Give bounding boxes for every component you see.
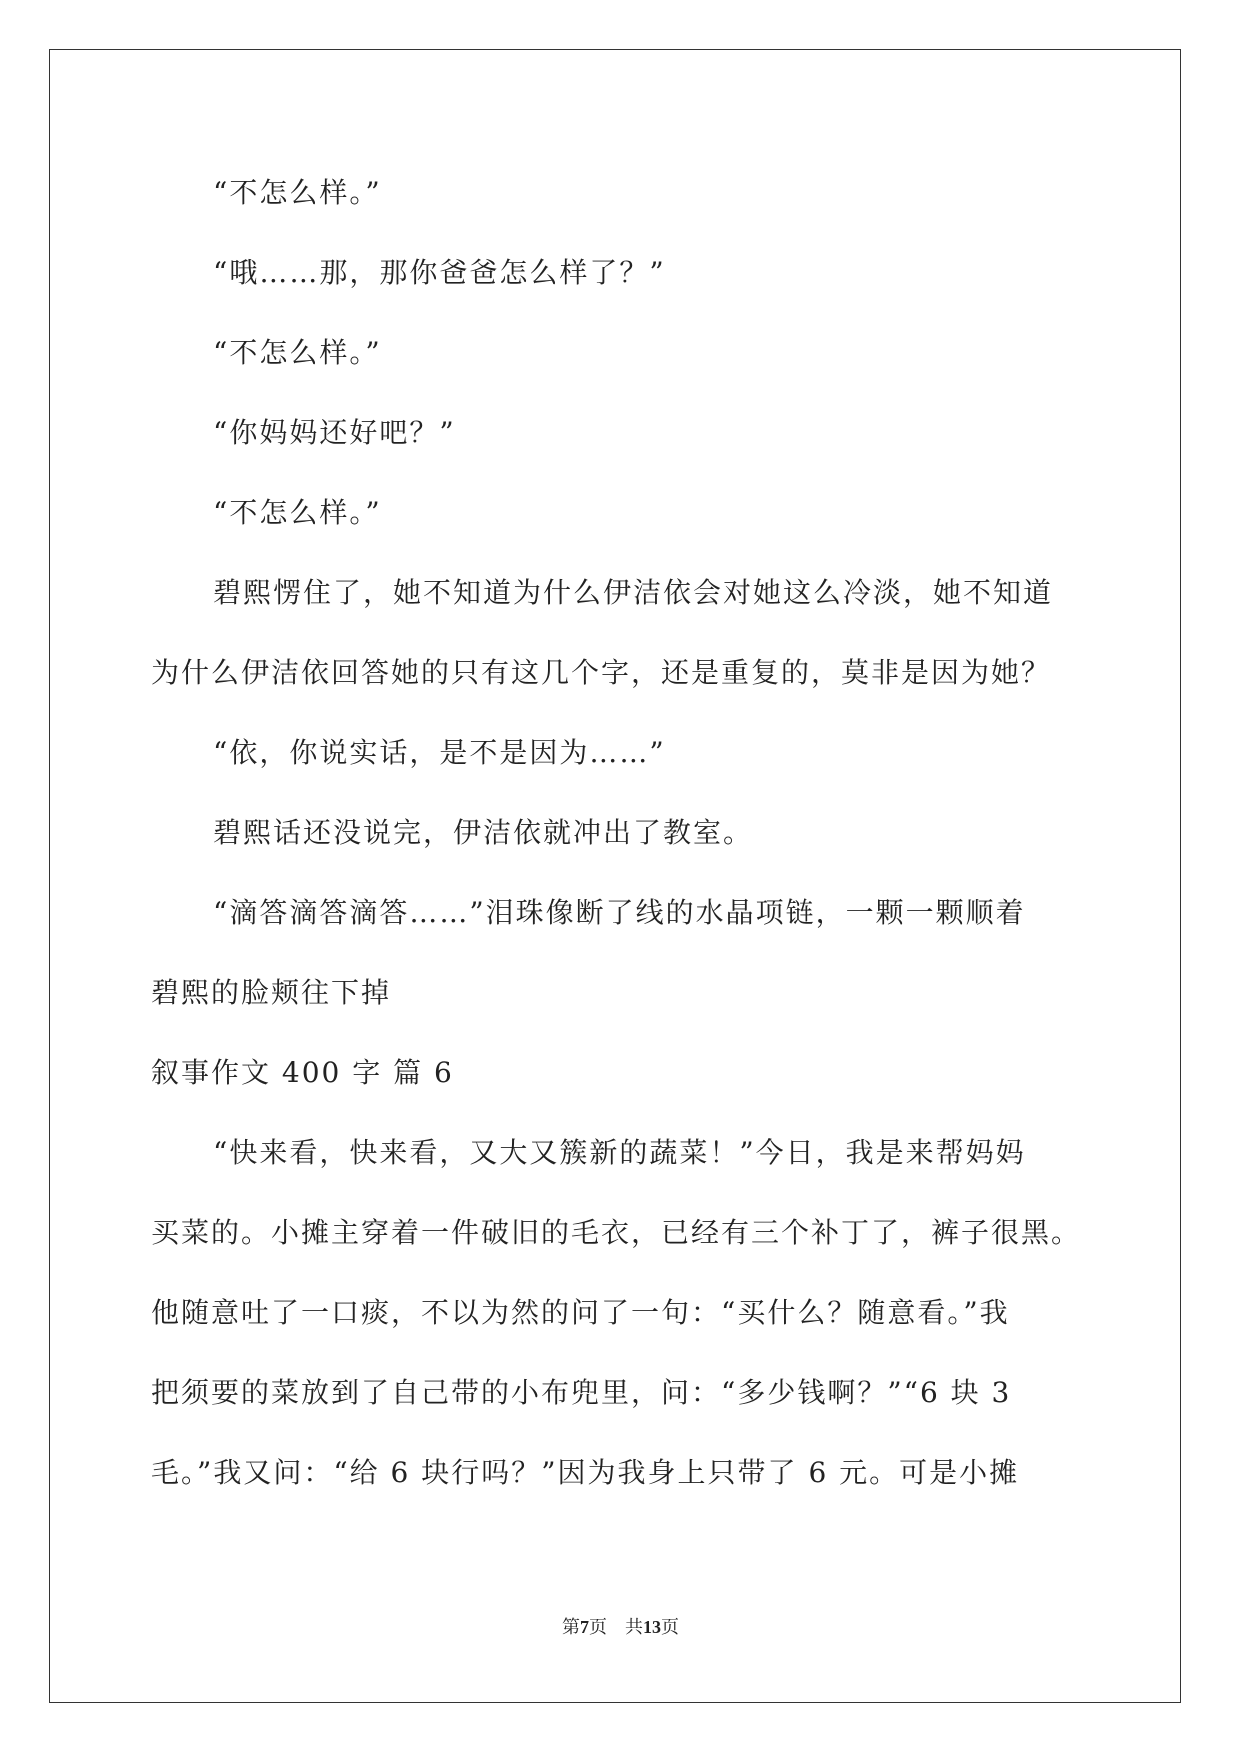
paragraph-line: “快来看，快来看，又大又簇新的蔬菜！”今日，我是来帮妈妈 bbox=[213, 1136, 1026, 1169]
paragraph-line: 他随意吐了一口痰，不以为然的问了一句：“买什么？随意看。”我 bbox=[151, 1296, 1010, 1329]
paragraph-line: 碧熙的脸颊往下掉 bbox=[151, 976, 392, 1009]
paragraph-line: 为什么伊洁依回答她的只有这几个字，还是重复的，莫非是因为她？ bbox=[151, 656, 1052, 689]
paragraph-line: “滴答滴答滴答……”泪珠像断了线的水晶项链，一颗一颗顺着 bbox=[213, 896, 1026, 929]
footer-total-prefix: 共 bbox=[625, 1617, 643, 1637]
dialogue-line: “依，你说实话，是不是因为……” bbox=[213, 736, 666, 769]
dialogue-line: “不怎么样。” bbox=[213, 176, 382, 209]
paragraph-line: 碧熙话还没说完，伊洁依就冲出了教室。 bbox=[213, 816, 754, 849]
section-heading: 叙事作文 400 字 篇 6 bbox=[151, 1056, 454, 1089]
paragraph-line: 买菜的。小摊主穿着一件破旧的毛衣，已经有三个补丁了，裤子很黑。 bbox=[151, 1216, 1082, 1249]
dialogue-line: “不怎么样。” bbox=[213, 496, 382, 529]
page-footer bbox=[0, 1615, 1241, 1639]
footer-page-number: 7 bbox=[580, 1617, 589, 1637]
dialogue-line: “哦……那，那你爸爸怎么样了？” bbox=[213, 256, 666, 289]
footer-page-prefix: 第 bbox=[562, 1617, 580, 1637]
paragraph-line: 毛。”我又问：“给 6 块行吗？”因为我身上只带了 6 元。可是小摊 bbox=[151, 1456, 1020, 1489]
dialogue-line: “你妈妈还好吧？” bbox=[213, 416, 456, 449]
footer-total-number: 13 bbox=[643, 1617, 661, 1637]
paragraph-line: 把须要的菜放到了自己带的小布兜里，问：“多少钱啊？”“6 块 3 bbox=[151, 1376, 1012, 1409]
footer-total-suffix: 页 bbox=[661, 1617, 679, 1637]
footer-page-suffix: 页 bbox=[589, 1617, 607, 1637]
paragraph-line: 碧熙愣住了，她不知道为什么伊洁依会对她这么冷淡，她不知道 bbox=[213, 576, 1054, 609]
dialogue-line: “不怎么样。” bbox=[213, 336, 382, 369]
